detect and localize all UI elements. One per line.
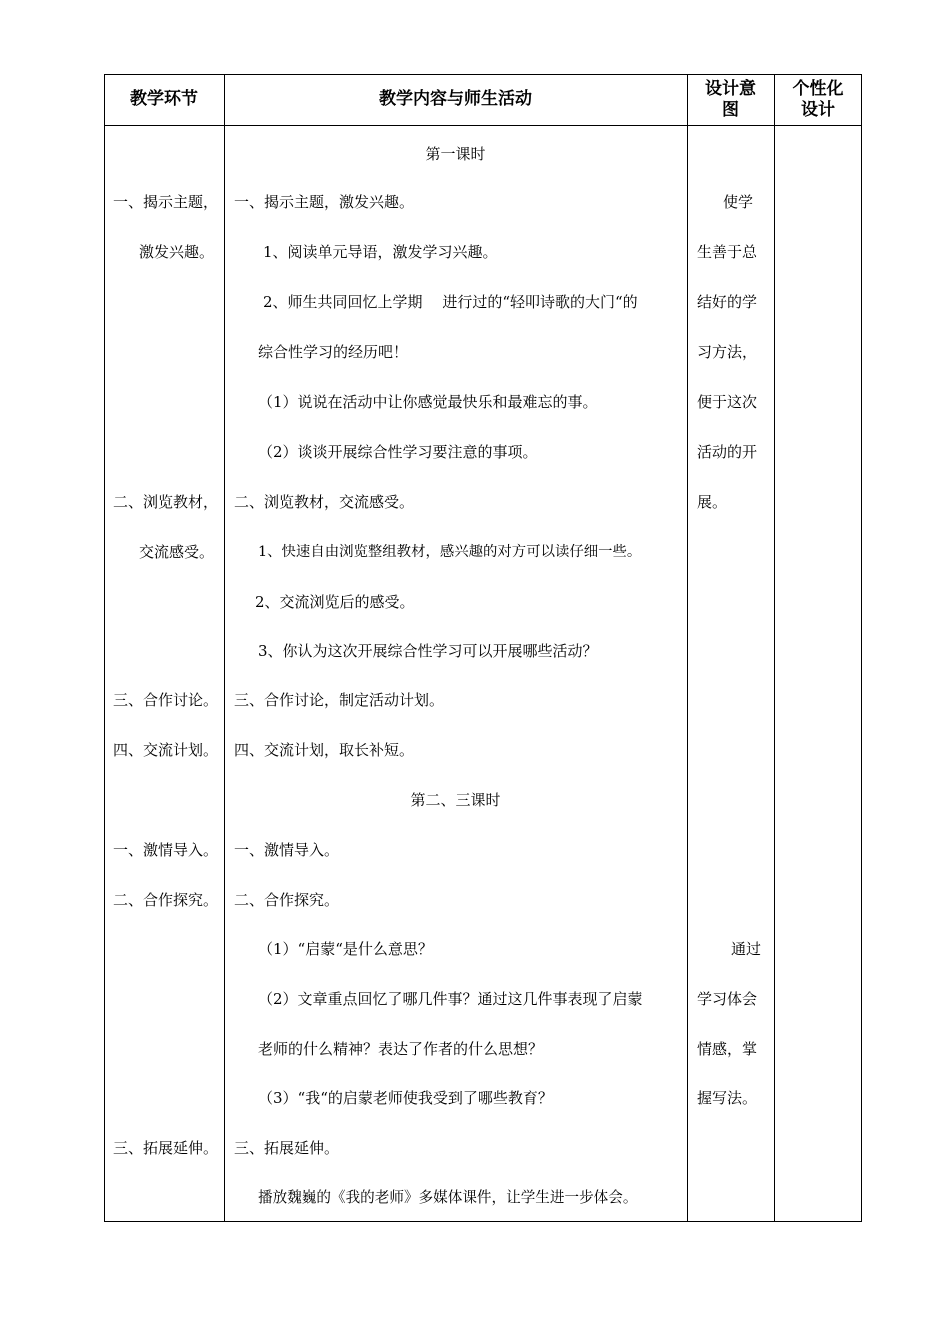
content-line: 老师的什么精神？表达了作者的什么思想？ [258,1040,544,1058]
header-intent [687,74,774,125]
intent-line: 通过 [731,940,762,958]
content-line: （1）“启蒙“是什么意思？ [258,940,433,958]
intent-line: 习方法， [697,343,758,361]
lesson-heading: 第二、三课时 [410,791,501,809]
header-personal-line2: 设计 [801,99,835,120]
content-line: （3）“我“的启蒙老师使我受到了哪些教育？ [258,1089,553,1107]
stage-item: 二、合作探究。 [113,891,219,909]
content-line: 播放魏巍的《我的老师》多媒体课件，让学生进一步体会。 [258,1189,638,1206]
stage-item: 一、激情导入。 [113,841,219,859]
header-content: 教学内容与师生活动 [379,89,532,109]
content-line: 2、交流浏览后的感受。 [255,593,415,611]
lesson-heading: 第一课时 [425,145,486,163]
intent-line: 展。 [697,493,728,511]
stage-item: 一、揭示主题， [113,193,219,211]
intent-line: 便于这次 [697,393,758,411]
column-divider-2 [687,74,688,1222]
stage-item: 二、浏览教材， [113,493,219,511]
header-personal [774,74,862,125]
content-line: 2、师生共同回忆上学期 进行过的“轻叩诗歌的大门“的 [263,293,638,311]
content-line: 3、你认为这次开展综合性学习可以开展哪些活动？ [258,642,598,660]
stage-item: 四、交流计划。 [113,741,219,759]
stage-item: 交流感受。 [139,543,215,561]
content-line: 1、阅读单元导语，激发学习兴趣。 [263,243,498,261]
stage-item: 三、合作讨论。 [113,691,219,709]
intent-line: 生善于总 [697,243,758,261]
column-divider-3 [774,74,775,1222]
header-divider [104,125,862,126]
stage-item: 三、拓展延伸。 [113,1139,219,1157]
header-personal-line1: 个性化 [792,78,844,99]
intent-line: 使学 [723,193,754,211]
intent-line: 结好的学 [697,293,758,311]
intent-line: 握写法。 [697,1089,758,1107]
content-line: （2）谈谈开展综合性学习要注意的事项。 [258,443,538,461]
header-intent-line1: 设计意 [705,78,756,99]
content-line: 二、合作探究。 [234,891,340,909]
content-line: 1、快速自由浏览整组教材，感兴趣的对方可以读仔细一些。 [258,544,642,560]
content-line: （1）说说在活动中让你感觉最快乐和最难忘的事。 [258,393,598,411]
content-line: 三、合作讨论，制定活动计划。 [234,691,445,709]
content-line: 一、揭示主题，激发兴趣。 [234,193,415,211]
intent-line: 学习体会 [697,990,758,1008]
content-line: 四、交流计划，取长补短。 [234,741,415,759]
content-line: 综合性学习的经历吧！ [258,343,409,361]
content-line: 三、拓展延伸。 [234,1139,340,1157]
stage-item: 激发兴趣。 [139,243,215,261]
header-stage: 教学环节 [130,89,198,109]
intent-line: 情感，掌 [697,1040,758,1058]
column-divider-1 [224,74,225,1222]
header-intent-line2: 图 [722,99,739,120]
intent-line: 活动的开 [697,443,758,461]
content-line: （2）文章重点回忆了哪几件事？通过这几件事表现了启蒙 [258,990,643,1008]
content-line: 一、激情导入。 [234,841,340,859]
content-line: 二、浏览教材，交流感受。 [234,493,415,511]
